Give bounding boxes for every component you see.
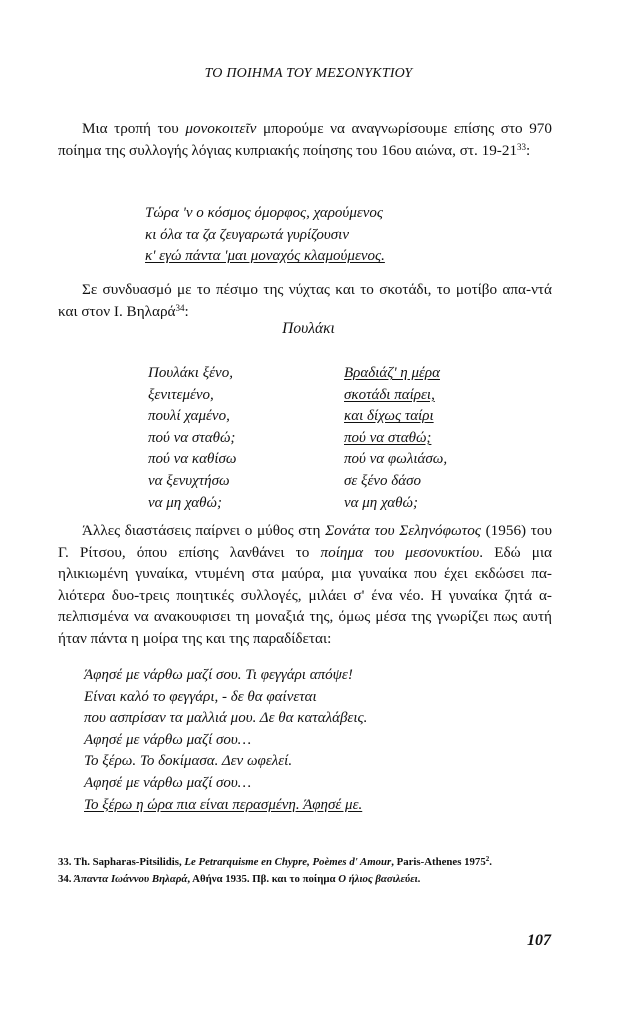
text: Th. Sapharas-Pitsilidis, <box>71 856 185 868</box>
verse-line: Είναι καλό το φεγγάρι, - δε θα φαίνεται <box>84 688 317 705</box>
footnote-ref-33: 33 <box>517 141 527 152</box>
verse-line: Το ξέρω η ώρα πια είναι περασμένη. Άφησέ με. <box>84 796 363 813</box>
edition-superscript: 2 <box>485 855 490 863</box>
verse-line: να μη χαθώ; <box>148 494 222 511</box>
text: , Αθήνα 1935. Πβ. και το ποίημα <box>187 873 339 885</box>
footnote-ref-34: 34 <box>175 302 185 313</box>
running-head: ΤΟ ΠΟΙΗΜΑ ΤΟΥ ΜΕΣΟΝΥΚΤΙΟΥ <box>204 66 413 81</box>
paragraph-1 <box>58 118 552 161</box>
poem-left-column <box>148 363 237 514</box>
text: . <box>417 873 421 885</box>
text: Άλλες διαστάσεις παίρνει ο μύθος στη <box>82 522 326 539</box>
poem-right-column <box>344 363 447 514</box>
footnote-number: 34. <box>58 873 72 885</box>
text: . Εδώ μια ηλικιωμένη γυναίκα, ντυμένη στα μαύρα, μια γυναίκα που έχει εκδώσει πα-λιότερα δυο-τρεις ποιητικές συλλογές, μιλάει σ' ένα νέο. Η γυναίκα ζητά α-πελπισμένα να ανακουφισει τη μοναξιά της, όμως μέσα της γνωρίζει πως αυτή ήταν πάντα η μοίρα της και της παραδίδεται: <box>58 543 552 647</box>
verse-line: πού να καθίσω <box>148 451 237 468</box>
emphasis-text: Le Petrarquisme en Chypre, Poèmes d' Amour <box>184 856 392 868</box>
footnote-number: 33. <box>58 856 72 868</box>
verse-line: πουλί χαμένο, <box>148 408 230 425</box>
verse-line: Βραδιάζ' η μέρα <box>344 365 440 381</box>
text: : <box>184 302 189 320</box>
verse-line: πού να σταθώ; <box>148 429 236 446</box>
text: , Paris-Athenes 1975 <box>391 856 486 868</box>
verse-line: να ξενυχτήσω <box>148 472 230 489</box>
verse-line: κι όλα τα ζα ζευγαρωτά γυρίζουσιν <box>145 226 349 243</box>
emphasis-text: Άπαντα Ιωάννου Βηλαρά <box>71 873 188 885</box>
page-number: 107 <box>527 932 551 949</box>
text: . <box>489 856 492 868</box>
text: Μια τροπή του <box>82 120 186 137</box>
verse-quote-2 <box>84 665 367 816</box>
verse-line: να μη χαθώ; <box>344 494 418 511</box>
verse-quote-1 <box>145 203 385 268</box>
verse-line: Το ξέρω. Το δοκίμασα. Δεν ωφελεί. <box>84 753 293 770</box>
verse-line: Αφησέ με νάρθω μαζί σου… <box>84 731 252 748</box>
verse-line: σκοτάδι παίρει, <box>344 386 435 403</box>
emphasis-text: μονοκοιτεῖν <box>185 120 257 137</box>
verse-line: πού να σταθώ; <box>344 429 432 446</box>
emphasis-text: Σονάτα του Σεληνόφωτος <box>325 522 481 539</box>
text: : <box>526 141 531 159</box>
verse-line: Τώρα 'ν ο κόσμος όμορφος, χαρούμενος <box>145 205 384 221</box>
text: Σε συνδυασμό με το πέσιμο της νύχτας και το σκοτάδι, το μοτίβο απα-ντά και στον Ι. Βηλαρά <box>58 281 552 320</box>
verse-line: Πουλάκι ξένο, <box>148 365 233 381</box>
verse-line: Άφησέ με νάρθω μαζί σου. Τι φεγγάρι απόψε! <box>84 667 353 683</box>
text: (1956) του Γ. Ρίτσου, όπου επίσης λανθάνει το <box>58 522 552 561</box>
footnote-33 <box>58 854 552 871</box>
verse-line: που ασπρίσαν τα μαλλιά μου. Δε θα καταλάβεις. <box>84 710 368 727</box>
paragraph-2 <box>58 279 552 322</box>
verse-line: Αφησέ με νάρθω μαζί σου… <box>84 774 252 791</box>
footnotes <box>58 854 552 888</box>
paragraph-3 <box>58 520 552 649</box>
footnote-34 <box>58 871 552 888</box>
poem-title: Πουλάκι <box>282 320 335 337</box>
verse-line: πού να φωλιάσω, <box>344 451 448 468</box>
verse-line: ξενιτεμένο, <box>148 386 214 403</box>
verse-line: κ' εγώ πάντα 'μαι μοναχός κλαμούμενος. <box>145 248 385 265</box>
text: μπορούμε να αναγνωρίσουμε επίσης στο 970 ποίημα της συλλογής λόγιας κυπριακής ποίησης του 16ου αιώνα, στ. 19-21 <box>58 120 552 159</box>
emphasis-text: ποίημα του μεσονυκτίου <box>320 543 480 561</box>
verse-line: σε ξένο δάσο <box>344 472 422 489</box>
emphasis-text: Ο ήλιος βασιλεύει <box>338 873 418 885</box>
verse-line: και δίχως ταίρι <box>344 408 434 425</box>
